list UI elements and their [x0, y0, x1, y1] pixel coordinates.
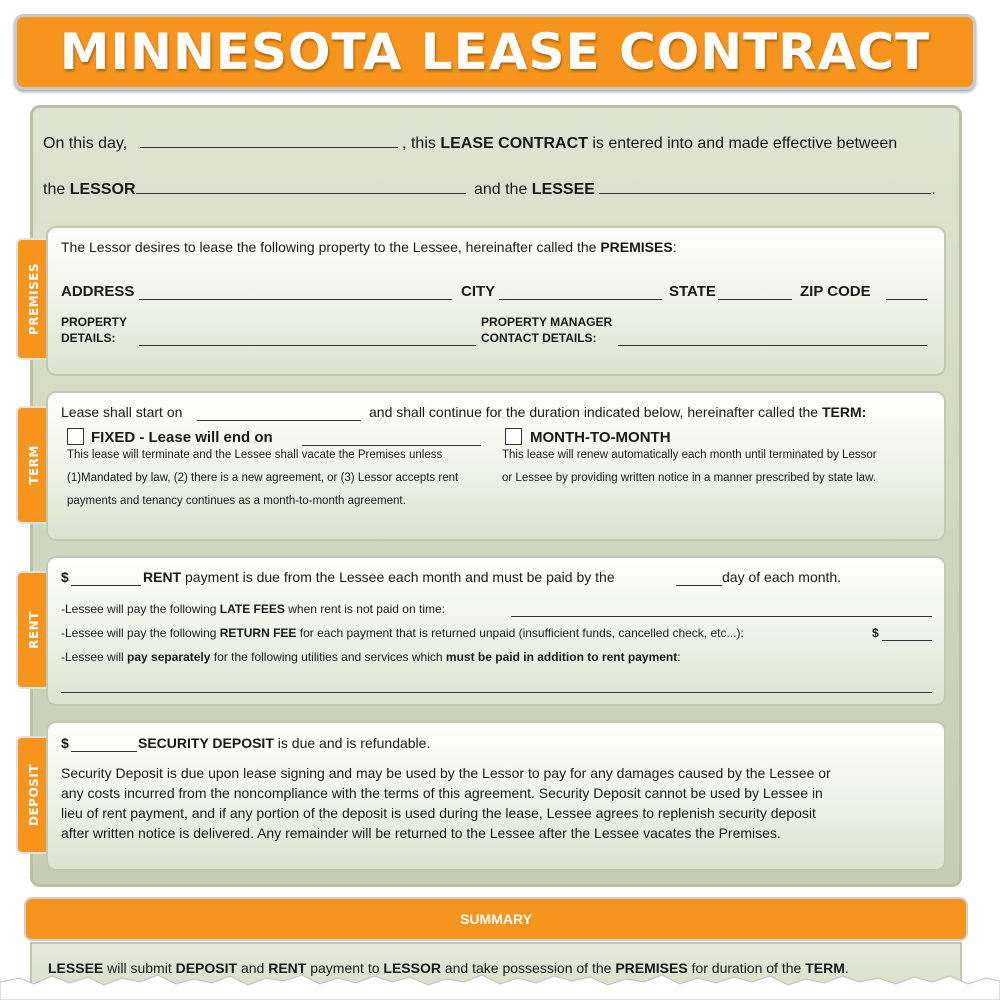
- summary-lessee: LESSEE: [48, 960, 104, 976]
- intro-the: the: [43, 181, 66, 198]
- return-post: for each payment that is returned unpaid (insufficient funds, cancelled check, etc...):: [299, 626, 744, 640]
- return-fee-line: [61, 626, 744, 640]
- utilities-field[interactable]: [61, 692, 932, 693]
- util-mid: for the following utilities and services which: [213, 650, 443, 664]
- intro-this: , this: [402, 135, 436, 152]
- deposit-tab-label: DEPOSIT: [27, 764, 42, 826]
- premises-desc-text: The Lessor desires to lease the following property to the Lessee, hereinafter called the: [61, 239, 597, 255]
- intro-line-1: [43, 134, 897, 153]
- rent-tab-label: RENT: [27, 611, 42, 649]
- title-banner: [14, 14, 976, 90]
- fixed-desc-2: (1)Mandated by law, (2) there is a new agreement, or (3) Lessor accepts rent: [67, 472, 459, 484]
- mtm-desc-2: or Lessee by providing written notice in a manner prescribed by state law.: [502, 472, 876, 484]
- premises-tab-label: PREMISES: [27, 262, 41, 336]
- city-field[interactable]: [499, 299, 662, 300]
- summary-header: [24, 897, 968, 941]
- lessor-field[interactable]: [136, 180, 466, 194]
- term-start-line: [369, 404, 866, 420]
- term-start-post: and shall continue for the duration indicated below, hereinafter called the: [369, 404, 819, 420]
- rent-amount-field[interactable]: [71, 585, 141, 586]
- rent-tab: [16, 571, 50, 689]
- util-post: :: [677, 650, 681, 664]
- torn-edge: [0, 968, 1000, 1000]
- lessee-field[interactable]: [599, 180, 931, 194]
- deposit-para-2: any costs incurred from the noncompliance with the terms of this agreement. Security Deposit cannot be used by Lessee in: [61, 785, 823, 801]
- manager-contact-field[interactable]: [618, 345, 927, 346]
- utilities-line: [61, 650, 681, 664]
- deposit-amount-field[interactable]: [71, 751, 137, 752]
- summary-t4: and take possession of the: [444, 960, 612, 976]
- intro-period: .: [931, 181, 936, 198]
- month-to-month-checkbox[interactable]: [505, 428, 522, 445]
- premises-desc-bold: PREMISES: [600, 239, 673, 255]
- intro-line-2: [43, 180, 936, 199]
- util-pre: -Lessee will: [61, 650, 124, 664]
- fixed-desc-3: payments and tenancy continues as a month-to-month agreement.: [67, 495, 406, 507]
- summary-t1: will submit: [107, 960, 172, 976]
- manager-label-1: PROPERTY MANAGER: [481, 315, 613, 329]
- term-tab-label: TERM: [27, 445, 42, 485]
- fixed-checkbox[interactable]: [67, 428, 84, 445]
- summary-lessor: LESSOR: [383, 960, 441, 976]
- premises-desc-colon: :: [672, 239, 677, 255]
- deposit-post: is due and is refundable.: [277, 735, 431, 751]
- util-bold-1: pay separately: [127, 650, 211, 664]
- address-label: ADDRESS: [61, 283, 135, 300]
- rent-day-field[interactable]: [676, 585, 722, 586]
- summary-t3: payment to: [310, 960, 380, 976]
- rent-post: payment is due from the Lessee each month and must be paid by the: [185, 569, 615, 585]
- zip-field[interactable]: [886, 299, 927, 300]
- deposit-bold: SECURITY DEPOSIT: [138, 735, 274, 751]
- premises-description: [61, 239, 677, 255]
- summary-period: .: [844, 960, 849, 976]
- term-start-bold: TERM:: [821, 404, 867, 420]
- deposit-para-1: Security Deposit is due upon lease signing and may be used by the Lessor to pay for any damages caused by the Lessee or: [61, 765, 831, 781]
- manager-label-2: CONTACT DETAILS:: [481, 331, 597, 345]
- summary-t5: for duration of the: [691, 960, 802, 976]
- term-start-pre: Lease shall start on: [61, 404, 183, 420]
- mtm-desc-1: This lease will renew automatically each month until terminated by Lessor: [502, 449, 877, 461]
- date-field[interactable]: [140, 134, 398, 148]
- return-pre: -Lessee will pay the following: [61, 626, 217, 640]
- month-to-month-label: MONTH-TO-MONTH: [530, 429, 671, 446]
- rent-dollar: $: [61, 569, 69, 585]
- late-bold: LATE FEES: [219, 602, 285, 616]
- fixed-label: FIXED - Lease will end on: [91, 429, 273, 446]
- rent-line: [143, 569, 615, 585]
- intro-on-this-day: On this day,: [43, 135, 128, 152]
- rent-bold: RENT: [143, 569, 182, 585]
- city-label: CITY: [461, 283, 496, 300]
- intro-lessee: LESSEE: [531, 181, 595, 198]
- return-bold: RETURN FEE: [219, 626, 297, 640]
- document-title: MINNESOTA LEASE CONTRACT: [59, 23, 931, 81]
- address-field[interactable]: [139, 299, 452, 300]
- intro-and-the: and the: [473, 181, 528, 198]
- summary-rent: RENT: [268, 960, 307, 976]
- summary-deposit: DEPOSIT: [175, 960, 238, 976]
- start-date-field[interactable]: [197, 420, 361, 421]
- property-details-field[interactable]: [139, 345, 476, 346]
- summary-term: TERM: [805, 960, 845, 976]
- deposit-para-4: after written notice is delivered. Any remainder will be returned to the Lessee after the Lessee vacates the Premises.: [61, 825, 781, 841]
- state-field[interactable]: [718, 299, 792, 300]
- deposit-para-3: lieu of rent payment, and if any portion of the deposit is used during the lease, Lessee agrees to replenish security deposit: [61, 805, 816, 821]
- fixed-desc-1: This lease will terminate and the Lessee shall vacate the Premises unless: [67, 449, 443, 461]
- summary-t2: and: [240, 960, 265, 976]
- premises-tab: [16, 238, 50, 360]
- property-details-label-2: DETAILS:: [61, 331, 116, 345]
- intro-lessor: LESSOR: [69, 181, 136, 198]
- zip-label: ZIP CODE: [800, 283, 871, 300]
- late-post: when rent is not paid on time:: [288, 602, 445, 616]
- deposit-tab: [16, 736, 50, 854]
- late-pre: -Lessee will pay the following: [61, 602, 217, 616]
- util-bold-2: must be paid in addition to rent payment: [445, 650, 678, 664]
- late-fees-line: [61, 602, 445, 616]
- intro-lease-contract: LEASE CONTRACT: [440, 135, 588, 152]
- deposit-line: [138, 735, 430, 751]
- property-details-label-1: PROPERTY: [61, 315, 128, 329]
- state-label: STATE: [669, 283, 716, 300]
- summary-heading: SUMMARY: [460, 911, 532, 927]
- late-fees-field[interactable]: [511, 616, 932, 617]
- intro-effective-between: is entered into and made effective between: [592, 135, 898, 152]
- rent-day-post: day of each month.: [722, 569, 842, 585]
- term-tab: [16, 406, 50, 524]
- return-fee-dollar: $: [872, 626, 879, 640]
- return-fee-field[interactable]: [882, 640, 932, 641]
- deposit-dollar: $: [61, 735, 69, 751]
- end-date-field[interactable]: [302, 445, 481, 446]
- summary-premises: PREMISES: [615, 960, 688, 976]
